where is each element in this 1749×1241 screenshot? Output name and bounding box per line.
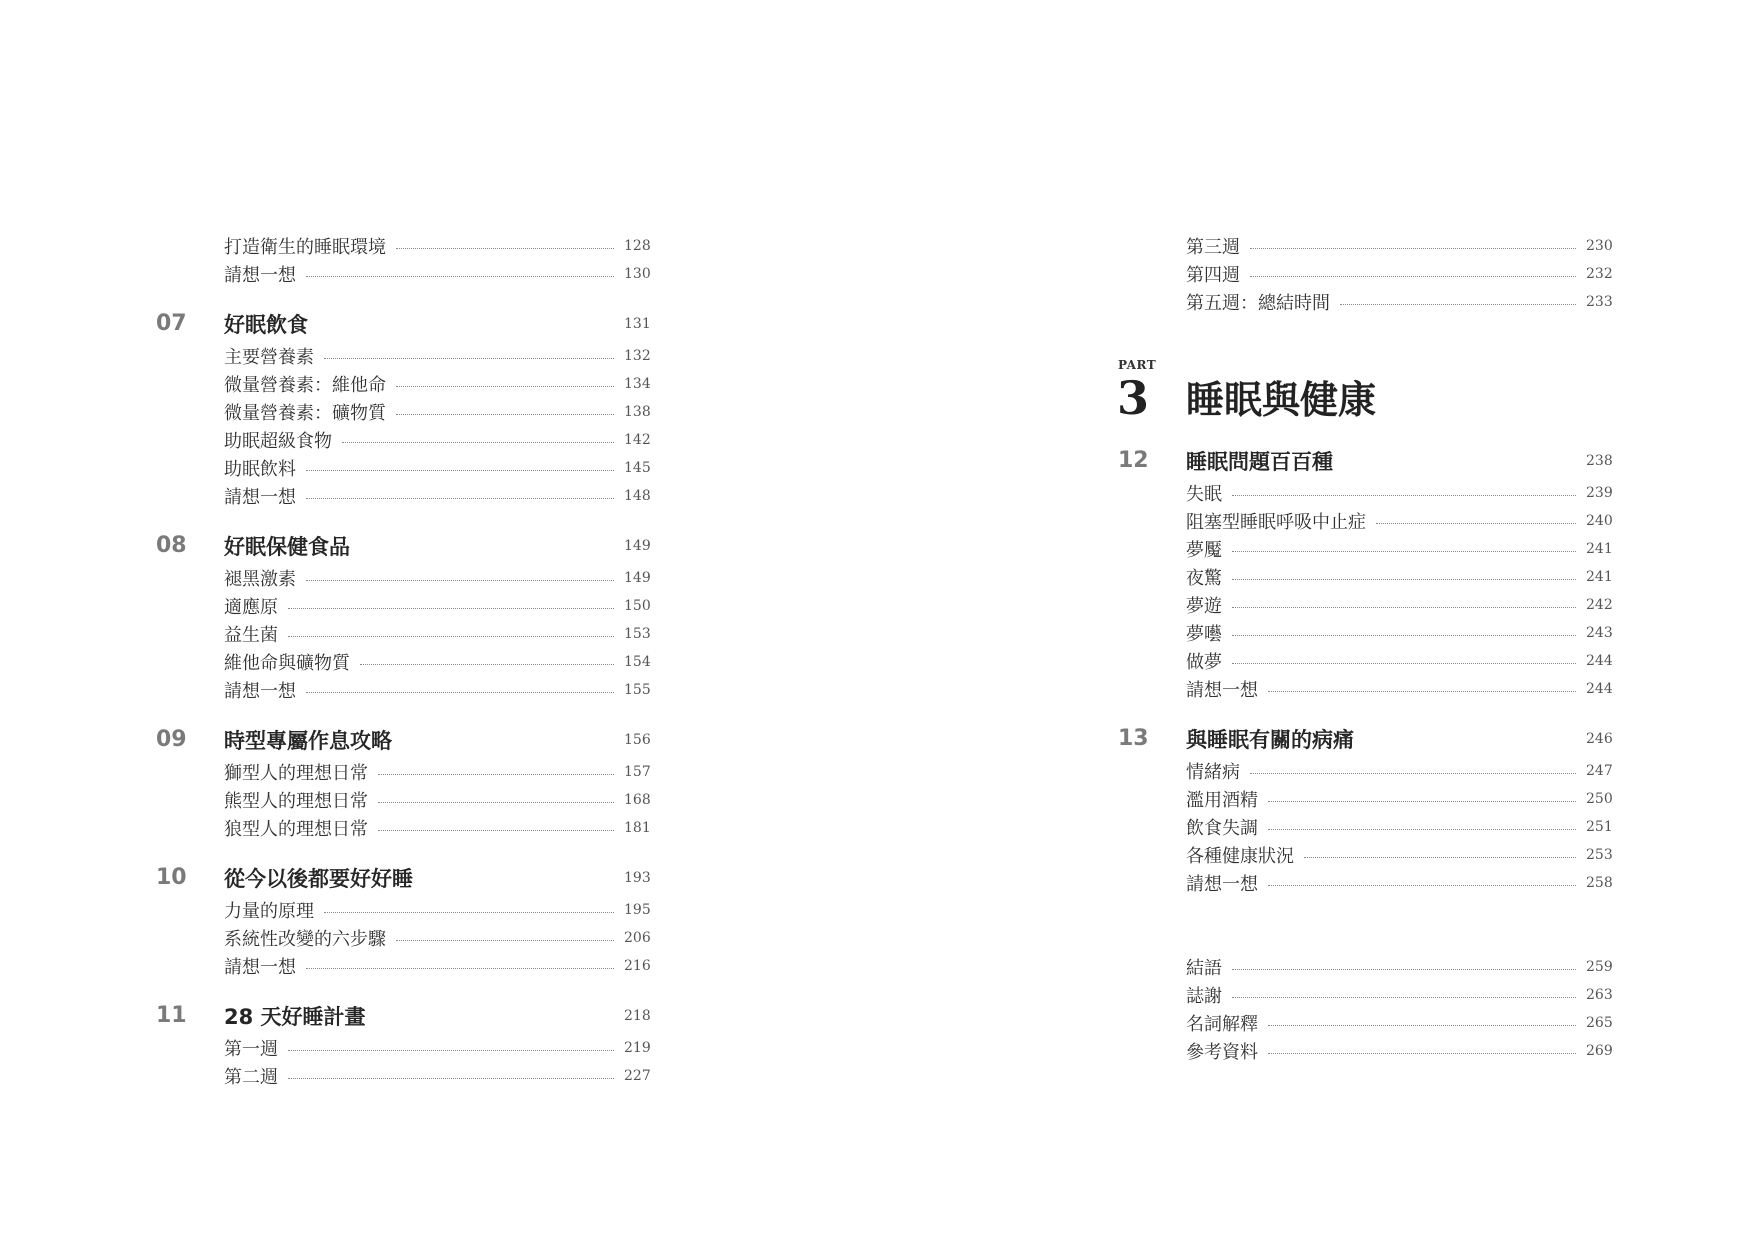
toc-entry[interactable] [1186,676,1612,702]
toc-entry[interactable] [1186,758,1612,784]
chapter-heading[interactable] [156,311,651,337]
toc-entry-page: 219 [624,1040,651,1056]
dot-leader [1232,663,1576,664]
chapter-page: 193 [624,870,651,886]
toc-entry[interactable] [1186,648,1612,674]
toc-entry-page: 259 [1586,959,1613,975]
toc-entry[interactable] [224,925,650,951]
toc-entry-title: 熊型人的理想日常 [224,791,368,812]
toc-entry-page: 128 [624,238,651,254]
toc-entry-title: 夢囈 [1186,624,1222,645]
dot-leader [306,580,614,581]
toc-entry[interactable] [224,815,650,841]
chapter-page: 218 [624,1008,651,1024]
toc-entry-title: 維他命與礦物質 [224,653,350,674]
dot-leader [1250,773,1576,774]
toc-entry[interactable] [224,233,650,259]
toc-entry[interactable] [1186,620,1612,646]
dot-leader [378,802,614,803]
dot-leader [1268,1053,1576,1054]
part-title: 睡眠與健康 [1186,377,1377,422]
toc-entry-title: 請想一想 [1186,680,1258,701]
dot-leader [288,1050,614,1051]
toc-entry-page: 130 [624,266,651,282]
toc-entry[interactable] [1186,289,1612,315]
chapter-heading[interactable] [156,727,651,753]
toc-entry[interactable] [224,399,650,425]
chapter-page: 131 [624,316,651,332]
chapter-heading[interactable] [156,1003,651,1029]
dot-leader [306,498,614,499]
toc-entry[interactable] [224,483,650,509]
dot-leader [378,774,614,775]
toc-entry[interactable] [224,427,650,453]
toc-entry-page: 138 [624,404,651,420]
toc-entry-title: 名詞解釋 [1186,1014,1258,1035]
toc-entry[interactable] [224,953,650,979]
toc-entry-title: 打造衛生的睡眠環境 [224,237,386,258]
toc-entry[interactable] [1186,261,1612,287]
chapter-number: 09 [156,727,187,752]
toc-entry[interactable] [224,1035,650,1061]
toc-entry[interactable] [224,565,650,591]
toc-entry-title: 第三週 [1186,237,1240,258]
toc-entry-title: 參考資料 [1186,1042,1258,1063]
toc-entry-title: 第四週 [1186,265,1240,286]
toc-entry-page: 134 [624,376,651,392]
toc-entry-title: 請想一想 [1186,874,1258,895]
dot-leader [288,1078,614,1079]
toc-entry-page: 265 [1586,1015,1613,1031]
toc-entry[interactable] [1186,786,1612,812]
toc-entry[interactable] [1186,536,1612,562]
dot-leader [1232,579,1576,580]
toc-entry-page: 251 [1586,819,1613,835]
chapter-title: 好眠保健食品 [224,535,350,559]
toc-entry-page: 232 [1586,266,1613,282]
chapter-number: 12 [1118,448,1149,473]
dot-leader [1268,885,1576,886]
dot-leader [1250,276,1576,277]
chapter-title: 28 天好睡計畫 [224,1005,366,1029]
chapter-number: 07 [156,311,187,336]
chapter-number: 13 [1118,726,1149,751]
toc-entry-title: 助眠飲料 [224,459,296,480]
chapter-title: 睡眠問題百百種 [1186,450,1333,474]
toc-entry-page: 240 [1586,513,1613,529]
toc-entry-page: 227 [624,1068,651,1084]
toc-entry-page: 263 [1586,987,1613,1003]
toc-entry-page: 253 [1586,847,1613,863]
toc-entry[interactable] [224,897,650,923]
chapter-title: 好眠飲食 [224,313,308,337]
toc-entry-page: 206 [624,930,651,946]
toc-entry-title: 益生菌 [224,625,278,646]
chapter-title: 時型專屬作息攻略 [224,729,392,753]
dot-leader [1232,997,1576,998]
toc-entry-page: 155 [624,682,651,698]
toc-entry[interactable] [224,677,650,703]
toc-entry[interactable] [224,649,650,675]
toc-entry[interactable] [1186,842,1612,868]
toc-entry-title: 濫用酒精 [1186,790,1258,811]
toc-entry-page: 148 [624,488,651,504]
toc-entry[interactable] [1186,564,1612,590]
dot-leader [306,470,614,471]
chapter-title: 從今以後都要好好睡 [224,867,413,891]
toc-entry-page: 247 [1586,763,1613,779]
toc-entry-page: 244 [1586,681,1613,697]
toc-entry[interactable] [1186,1038,1612,1064]
toc-entry[interactable] [1186,592,1612,618]
toc-entry-title: 阻塞型睡眠呼吸中止症 [1186,512,1366,533]
toc-entry-page: 150 [624,598,651,614]
toc-entry-title: 微量營養素：維他命 [224,375,386,396]
toc-entry-page: 216 [624,958,651,974]
toc-entry-title: 主要營養素 [224,347,314,368]
toc-entry-page: 195 [624,902,651,918]
toc-entry[interactable] [224,343,650,369]
dot-leader [324,358,614,359]
chapter-page: 238 [1586,453,1613,469]
toc-entry-page: 132 [624,348,651,364]
dot-leader [306,692,614,693]
toc-entry-title: 請想一想 [224,681,296,702]
toc-entry[interactable] [1186,233,1612,259]
dot-leader [1268,829,1576,830]
part-label: PART [1118,358,1157,372]
toc-entry-page: 233 [1586,294,1613,310]
toc-entry-title: 微量營養素：礦物質 [224,403,386,424]
toc-entry[interactable] [224,371,650,397]
toc-entry-title: 飲食失調 [1186,818,1258,839]
toc-entry-page: 149 [624,570,651,586]
dot-leader [288,636,614,637]
toc-entry-page: 258 [1586,875,1613,891]
toc-entry[interactable] [224,787,650,813]
toc-entry-page: 142 [624,432,651,448]
chapter-heading[interactable] [156,865,651,891]
toc-entry-title: 請想一想 [224,957,296,978]
dot-leader [1232,635,1576,636]
toc-entry-title: 第五週：總結時間 [1186,293,1330,314]
toc-entry-title: 請想一想 [224,487,296,508]
toc-entry[interactable] [1186,982,1612,1008]
toc-entry-title: 力量的原理 [224,901,314,922]
chapter-heading[interactable] [156,533,651,559]
toc-entry-title: 褪黑激素 [224,569,296,590]
toc-entry-page: 153 [624,626,651,642]
dot-leader [1268,691,1576,692]
toc-entry[interactable] [224,593,650,619]
toc-entry-page: 244 [1586,653,1613,669]
toc-entry-title: 系統性改變的六步驟 [224,929,386,950]
chapter-title: 與睡眠有關的病痛 [1186,728,1354,752]
toc-entry-page: 242 [1586,597,1613,613]
toc-entry-page: 181 [624,820,651,836]
toc-entry-page: 145 [624,460,651,476]
dot-leader [306,968,614,969]
toc-entry-title: 第一週 [224,1039,278,1060]
chapter-page: 149 [624,538,651,554]
toc-entry-title: 獅型人的理想日常 [224,763,368,784]
dot-leader [1268,1025,1576,1026]
toc-entry[interactable] [224,455,650,481]
toc-entry-page: 154 [624,654,651,670]
toc-entry[interactable] [1186,480,1612,506]
toc-entry[interactable] [1186,870,1612,896]
dot-leader [360,664,614,665]
chapter-number: 08 [156,533,187,558]
toc-entry[interactable] [224,621,650,647]
toc-entry[interactable] [1186,508,1612,534]
chapter-number: 11 [156,1003,187,1028]
toc-entry-page: 168 [624,792,651,808]
toc-entry[interactable] [1186,954,1612,980]
dot-leader [396,940,614,941]
toc-entry-title: 第二週 [224,1067,278,1088]
toc-entry-page: 241 [1586,569,1613,585]
dot-leader [1232,607,1576,608]
dot-leader [288,608,614,609]
dot-leader [396,386,614,387]
dot-leader [1250,248,1576,249]
chapter-heading[interactable] [1118,448,1613,474]
toc-entry-title: 誌謝 [1186,986,1222,1007]
dot-leader [1376,523,1576,524]
dot-leader [1268,801,1576,802]
toc-entry-title: 結語 [1186,958,1222,979]
dot-leader [1232,969,1576,970]
toc-entry-title: 狼型人的理想日常 [224,819,368,840]
chapter-page: 156 [624,732,651,748]
toc-entry-title: 情緒病 [1186,762,1240,783]
toc-entry-title: 各種健康狀況 [1186,846,1294,867]
toc-entry[interactable] [224,261,650,287]
toc-entry-page: 157 [624,764,651,780]
toc-entry[interactable] [224,1063,650,1089]
toc-entry-page: 241 [1586,541,1613,557]
toc-entry-page: 230 [1586,238,1613,254]
toc-entry-title: 做夢 [1186,652,1222,673]
dot-leader [324,912,614,913]
toc-entry-title: 夜驚 [1186,568,1222,589]
dot-leader [1232,551,1576,552]
part-number: 3 [1117,371,1150,425]
toc-entry-page: 250 [1586,791,1613,807]
chapter-number: 10 [156,865,187,890]
dot-leader [1304,857,1576,858]
toc-entry-title: 請想一想 [224,265,296,286]
toc-entry-page: 243 [1586,625,1613,641]
toc-entry-title: 助眠超級食物 [224,431,332,452]
toc-entry-title: 夢遊 [1186,596,1222,617]
toc-entry-title: 夢魘 [1186,540,1222,561]
chapter-page: 246 [1586,731,1613,747]
toc-entry-title: 適應原 [224,597,278,618]
dot-leader [396,414,614,415]
toc-entry[interactable] [1186,1010,1612,1036]
dot-leader [1232,495,1576,496]
toc-entry-page: 269 [1586,1043,1613,1059]
toc-entry-title: 失眠 [1186,484,1222,505]
dot-leader [1340,304,1576,305]
toc-entry[interactable] [224,759,650,785]
toc-entry[interactable] [1186,814,1612,840]
toc-entry-page: 239 [1586,485,1613,501]
dot-leader [342,442,614,443]
dot-leader [396,248,614,249]
dot-leader [378,830,614,831]
dot-leader [306,276,614,277]
chapter-heading[interactable] [1118,726,1613,752]
